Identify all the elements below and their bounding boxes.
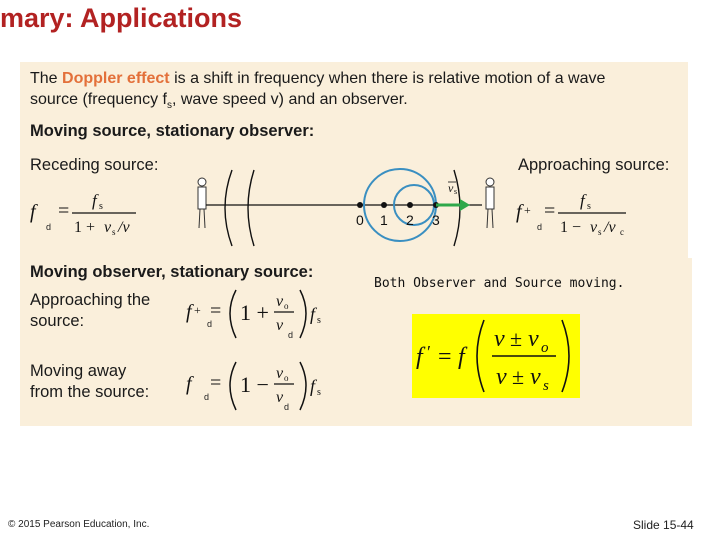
svg-text:s: s [587,201,591,212]
intro-sub: s [166,100,172,112]
svg-text:1 +: 1 + [240,300,269,325]
svg-text:1 −: 1 − [240,372,269,397]
wavefront-arc-right-1 [454,170,460,246]
approaching-observer-label [30,290,150,332]
svg-text:f: f [186,301,192,323]
svg-text:s: s [598,227,602,237]
svg-text:f: f [186,373,192,395]
moving-away-line2: from the source: [30,383,150,401]
svg-text:f: f [416,344,423,370]
svg-text:s: s [543,378,549,394]
moving-observer-header: Moving observer, stationary source: [30,263,314,281]
approaching-observer-formula [184,282,334,344]
svg-text:v: v [528,326,539,352]
svg-text:+: + [524,203,531,217]
moving-away-line1: Moving away [30,362,127,380]
wavefront-diagram [192,162,502,254]
wavefront-arc-left-2 [248,170,254,246]
svg-text:=: = [544,200,556,222]
approaching-sub-d: d [537,222,543,232]
svg-text:+: + [194,303,201,317]
svg-text:v: v [496,364,507,390]
moving-away-observer-label [30,361,149,403]
svg-text:c: c [620,227,624,237]
tick-label-1: 1 [380,212,388,228]
svg-text:f: f [310,304,316,324]
svg-text:v: v [590,219,598,236]
position-dot-1 [381,202,387,208]
slide-number: Slide 15-44 [633,518,694,532]
svg-text:o: o [284,373,289,383]
receding-sub-d: d [46,222,52,232]
intro-text [30,68,605,116]
svg-text:f: f [516,201,522,223]
svg-text:/v: /v [118,219,130,236]
left-observer-figure [198,178,206,228]
svg-text:s: s [454,187,458,196]
svg-text:v: v [276,365,284,382]
combined-doppler-formula-box [412,314,580,398]
doppler-effect-term: Doppler effect [62,70,170,87]
velocity-label: v [448,181,454,195]
copyright-footer: © 2015 Pearson Education, Inc. [8,519,150,530]
obs-approach-sub-d-1: d [207,319,213,329]
svg-text:f: f [92,191,97,210]
svg-text:=: = [210,372,222,394]
approaching-source-label: Approaching source: [518,156,670,174]
svg-text:′: ′ [427,342,431,362]
tick-label-2: 2 [406,212,414,228]
obs-away-sub-d-2: d [284,402,290,412]
svg-text:±: ± [510,326,523,351]
svg-text:f: f [30,201,36,223]
svg-text:/v: /v [604,219,616,236]
intro-line2: source (frequency f [30,91,167,108]
combined-doppler-formula [412,314,580,398]
tick-label-3: 3 [432,212,440,228]
svg-text:v: v [530,364,541,390]
intro-line2-rest: , wave speed v) and an observer. [171,91,408,108]
moving-source-header: Moving source, stationary observer: [30,122,315,140]
intro-the: The [30,70,58,87]
svg-text:s: s [317,387,321,398]
svg-text:v: v [276,293,284,310]
svg-text:=: = [58,200,70,222]
svg-text:o: o [541,340,549,356]
svg-text:s: s [317,315,321,326]
svg-text:o: o [284,301,289,311]
svg-text:s: s [99,201,103,212]
svg-text:v: v [104,219,112,236]
svg-text:v: v [494,326,505,352]
svg-text:1 −: 1 − [560,219,582,236]
both-moving-caption: Both Observer and Source moving. [374,276,625,291]
svg-text:=: = [438,344,452,370]
svg-text:v: v [276,389,284,406]
approaching-source-formula [514,184,654,240]
slide-title: mary: Applications [0,3,243,33]
svg-text:f: f [310,376,316,396]
approaching-observer-line2: source: [30,312,85,330]
svg-text:s: s [112,227,116,237]
receding-source-label: Receding source: [30,156,159,174]
svg-text:f: f [458,344,465,370]
intro-rest: is a shift in frequency when there is relative motion of a wave [174,70,606,87]
velocity-arrowhead [460,199,470,211]
obs-away-sub-d-1: d [204,392,210,402]
svg-text:1 +: 1 + [74,219,96,236]
svg-text:f: f [580,191,585,210]
tick-label-0: 0 [356,212,364,228]
svg-text:=: = [210,300,222,322]
moving-away-observer-formula [184,354,334,416]
obs-approach-sub-d-2: d [288,330,294,340]
svg-text:v: v [276,317,284,334]
position-dot-2 [407,202,413,208]
right-observer-figure [486,178,494,228]
approaching-observer-line1: Approaching the [30,291,151,309]
wavefront-arc-left-1 [225,170,232,246]
position-dot-0 [357,202,363,208]
svg-text:±: ± [512,364,525,389]
